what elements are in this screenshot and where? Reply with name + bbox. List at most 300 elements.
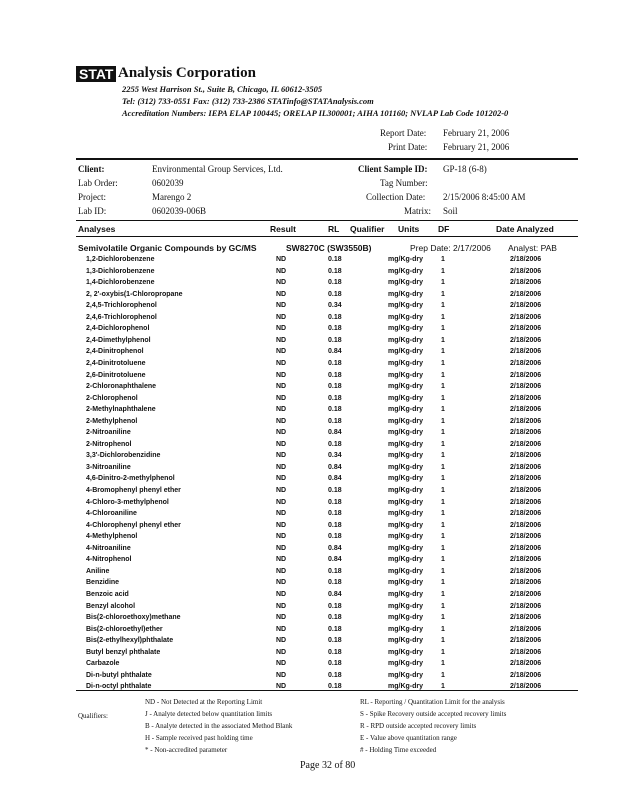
result-value: ND bbox=[276, 487, 287, 494]
rl-value: 0.18 bbox=[328, 579, 342, 587]
df-value: 1 bbox=[441, 533, 445, 541]
rl-value: 0.18 bbox=[328, 625, 342, 633]
analyte-name: 1,2-Dichlorobenzene bbox=[86, 256, 155, 263]
lab-id-value: 0602039-006B bbox=[152, 206, 206, 216]
analyte-name: 2-Nitrophenol bbox=[86, 440, 132, 448]
rl-value: 0.18 bbox=[328, 487, 342, 494]
result-value: ND bbox=[276, 429, 287, 437]
collection-date-value: 2/15/2006 8:45:00 AM bbox=[443, 192, 526, 202]
result-value: ND bbox=[276, 533, 287, 541]
date-analyzed-value: 2/18/2006 bbox=[510, 487, 542, 494]
df-value: 1 bbox=[441, 440, 445, 448]
col-rl: RL bbox=[328, 224, 340, 234]
table-row bbox=[0, 325, 644, 336]
table-row bbox=[0, 348, 644, 359]
rl-value: 0.18 bbox=[328, 660, 342, 668]
result-value: ND bbox=[276, 371, 287, 379]
date-analyzed-value: 2/18/2006 bbox=[510, 313, 542, 321]
units-value: mg/Kg-dry bbox=[388, 683, 423, 691]
rl-value: 0.18 bbox=[328, 267, 342, 275]
date-analyzed-value: 2/18/2006 bbox=[510, 567, 542, 575]
result-value: ND bbox=[276, 602, 287, 610]
date-analyzed-value: 2/18/2006 bbox=[510, 383, 542, 391]
qualifiers-label: Qualifiers: bbox=[78, 712, 108, 720]
rl-value: 0.18 bbox=[328, 371, 342, 379]
rl-value: 0.34 bbox=[328, 302, 342, 310]
result-value: ND bbox=[276, 406, 287, 414]
result-value: ND bbox=[276, 394, 287, 402]
df-value: 1 bbox=[441, 671, 445, 679]
result-value: ND bbox=[276, 683, 287, 691]
table-row bbox=[0, 441, 644, 452]
result-value: ND bbox=[276, 671, 287, 679]
units-value: mg/Kg-dry bbox=[388, 406, 423, 414]
rl-value: 0.84 bbox=[328, 429, 342, 437]
table-row bbox=[0, 279, 644, 290]
analyte-name: 4-Chloroaniline bbox=[86, 510, 137, 518]
result-value: ND bbox=[276, 417, 287, 425]
date-analyzed-value: 2/18/2006 bbox=[510, 683, 542, 691]
date-analyzed-value: 2/18/2006 bbox=[510, 614, 542, 622]
qualifier-note: # - Holding Time exceeded bbox=[360, 746, 437, 754]
rl-value: 0.18 bbox=[328, 498, 342, 506]
rl-value: 0.18 bbox=[328, 406, 342, 414]
units-value: mg/Kg-dry bbox=[388, 302, 423, 310]
date-analyzed-value: 2/18/2006 bbox=[510, 463, 542, 471]
date-analyzed-value: 2/18/2006 bbox=[510, 290, 542, 298]
result-value: ND bbox=[276, 556, 287, 564]
df-value: 1 bbox=[441, 267, 445, 275]
units-value: mg/Kg-dry bbox=[388, 637, 423, 645]
section-method: SW8270C (SW3550B) bbox=[286, 243, 372, 253]
rl-value: 0.18 bbox=[328, 521, 342, 529]
rl-value: 0.18 bbox=[328, 614, 342, 622]
client-value: Environmental Group Services, Ltd. bbox=[152, 164, 283, 174]
analyte-name: 2,4,5-Trichlorophenol bbox=[86, 302, 157, 310]
analyte-name: 2,4-Dimethylphenol bbox=[86, 336, 151, 344]
date-analyzed-value: 2/18/2006 bbox=[510, 590, 542, 598]
units-value: mg/Kg-dry bbox=[388, 279, 423, 287]
qualifier-note: E - Value above quantitation range bbox=[360, 734, 457, 742]
result-value: ND bbox=[276, 463, 287, 471]
date-analyzed-value: 2/18/2006 bbox=[510, 556, 542, 564]
client-sample-id-value: GP-18 (6-8) bbox=[443, 164, 487, 174]
date-analyzed-value: 2/18/2006 bbox=[510, 440, 542, 448]
table-row bbox=[0, 568, 644, 579]
units-value: mg/Kg-dry bbox=[388, 336, 423, 344]
date-analyzed-value: 2/18/2006 bbox=[510, 359, 542, 367]
divider bbox=[76, 220, 578, 221]
result-value: ND bbox=[276, 475, 287, 483]
project-value: Marengo 2 bbox=[152, 192, 192, 202]
rl-value: 0.18 bbox=[328, 279, 342, 287]
units-value: mg/Kg-dry bbox=[388, 394, 423, 402]
units-value: mg/Kg-dry bbox=[388, 533, 423, 541]
df-value: 1 bbox=[441, 279, 445, 287]
analyte-name: 2, 2'-oxybis(1-Chloropropane bbox=[86, 290, 183, 298]
date-analyzed-value: 2/18/2006 bbox=[510, 394, 542, 402]
units-value: mg/Kg-dry bbox=[388, 371, 423, 379]
df-value: 1 bbox=[441, 683, 445, 691]
df-value: 1 bbox=[441, 406, 445, 414]
df-value: 1 bbox=[441, 394, 445, 402]
table-row bbox=[0, 637, 644, 648]
df-value: 1 bbox=[441, 521, 445, 529]
lab-id-label: Lab ID: bbox=[78, 206, 107, 216]
rl-value: 0.18 bbox=[328, 683, 342, 691]
rl-value: 0.18 bbox=[328, 417, 342, 425]
df-value: 1 bbox=[441, 648, 445, 656]
section-prep-date: Prep Date: 2/17/2006 bbox=[410, 243, 491, 253]
date-analyzed-value: 2/18/2006 bbox=[510, 475, 542, 483]
result-value: ND bbox=[276, 336, 287, 344]
table-row bbox=[0, 268, 644, 279]
units-value: mg/Kg-dry bbox=[388, 625, 423, 633]
analyte-name: 1,3-Dichlorobenzene bbox=[86, 267, 155, 275]
analyte-name: 2-Methylphenol bbox=[86, 417, 138, 425]
units-value: mg/Kg-dry bbox=[388, 290, 423, 298]
table-row bbox=[0, 672, 644, 683]
col-analyses: Analyses bbox=[78, 224, 116, 234]
df-value: 1 bbox=[441, 602, 445, 610]
units-value: mg/Kg-dry bbox=[388, 498, 423, 506]
df-value: 1 bbox=[441, 544, 445, 552]
df-value: 1 bbox=[441, 579, 445, 587]
result-value: ND bbox=[276, 567, 287, 575]
accreditation-numbers: Accreditation Numbers: IEPA ELAP 100445; ORELAP IL300001; AIHA 101160; NVLAP Lab Code 101202-0 bbox=[122, 108, 509, 118]
date-analyzed-value: 2/18/2006 bbox=[510, 348, 542, 356]
result-value: ND bbox=[276, 521, 287, 529]
table-row bbox=[0, 383, 644, 394]
analyte-name: Bis(2-chloroethyl)ether bbox=[86, 625, 163, 633]
result-value: ND bbox=[276, 359, 287, 367]
analyte-name: Benzoic acid bbox=[86, 590, 129, 598]
units-value: mg/Kg-dry bbox=[388, 325, 423, 333]
divider bbox=[76, 690, 578, 691]
lab-order-label: Lab Order: bbox=[78, 178, 118, 188]
rl-value: 0.84 bbox=[328, 348, 342, 356]
analyte-name: 4-Bromophenyl phenyl ether bbox=[86, 487, 181, 494]
df-value: 1 bbox=[441, 660, 445, 668]
analyte-name: 2,4-Dinitrotoluene bbox=[86, 359, 146, 367]
analyte-name: Di-n-butyl phthalate bbox=[86, 671, 152, 679]
analyte-name: 2,4-Dichlorophenol bbox=[86, 325, 150, 333]
date-analyzed-value: 2/18/2006 bbox=[510, 544, 542, 552]
analyte-name: 2-Nitroaniline bbox=[86, 429, 131, 437]
units-value: mg/Kg-dry bbox=[388, 614, 423, 622]
result-value: ND bbox=[276, 302, 287, 310]
analyte-name: 4-Nitroaniline bbox=[86, 544, 131, 552]
date-analyzed-value: 2/18/2006 bbox=[510, 671, 542, 679]
table-row bbox=[0, 603, 644, 614]
df-value: 1 bbox=[441, 256, 445, 263]
analyte-name: 4,6-Dinitro-2-methylphenol bbox=[86, 475, 175, 483]
section-analyst: Analyst: PAB bbox=[508, 243, 557, 253]
date-analyzed-value: 2/18/2006 bbox=[510, 325, 542, 333]
date-analyzed-value: 2/18/2006 bbox=[510, 406, 542, 414]
df-value: 1 bbox=[441, 429, 445, 437]
units-value: mg/Kg-dry bbox=[388, 648, 423, 656]
rl-value: 0.18 bbox=[328, 313, 342, 321]
analyte-name: 2-Chloronaphthalene bbox=[86, 383, 157, 391]
table-row bbox=[0, 314, 644, 325]
table-row bbox=[0, 579, 644, 590]
col-df: DF bbox=[438, 224, 450, 234]
table-row bbox=[0, 302, 644, 313]
units-value: mg/Kg-dry bbox=[388, 510, 423, 518]
divider bbox=[76, 158, 578, 160]
divider bbox=[76, 236, 578, 237]
df-value: 1 bbox=[441, 463, 445, 471]
result-value: ND bbox=[276, 440, 287, 448]
date-analyzed-value: 2/18/2006 bbox=[510, 498, 542, 506]
rl-value: 0.18 bbox=[328, 336, 342, 344]
tag-number-label: Tag Number: bbox=[380, 178, 428, 188]
rl-value: 0.18 bbox=[328, 671, 342, 679]
rl-value: 0.18 bbox=[328, 290, 342, 298]
table-row bbox=[0, 418, 644, 429]
qualifier-note: R - RPD outside accepted recovery limits bbox=[360, 722, 477, 730]
date-analyzed-value: 2/18/2006 bbox=[510, 336, 542, 344]
date-analyzed-value: 2/18/2006 bbox=[510, 602, 542, 610]
date-analyzed-value: 2/18/2006 bbox=[510, 660, 542, 668]
result-value: ND bbox=[276, 383, 287, 391]
analyte-name: Aniline bbox=[86, 567, 110, 575]
rl-value: 0.18 bbox=[328, 394, 342, 402]
units-value: mg/Kg-dry bbox=[388, 440, 423, 448]
project-label: Project: bbox=[78, 192, 106, 202]
df-value: 1 bbox=[441, 383, 445, 391]
units-value: mg/Kg-dry bbox=[388, 429, 423, 437]
matrix-value: Soil bbox=[443, 206, 458, 216]
df-value: 1 bbox=[441, 556, 445, 564]
units-value: mg/Kg-dry bbox=[388, 417, 423, 425]
df-value: 1 bbox=[441, 567, 445, 575]
rl-value: 0.18 bbox=[328, 533, 342, 541]
analyte-name: 2,4-Dinitrophenol bbox=[86, 348, 144, 356]
units-value: mg/Kg-dry bbox=[388, 256, 423, 263]
analyte-name: 2-Chlorophenol bbox=[86, 394, 138, 402]
company-contact: Tel: (312) 733-0551 Fax: (312) 733-2386 STATinfo@STATAnalysis.com bbox=[122, 96, 374, 106]
table-row bbox=[0, 487, 644, 498]
rl-value: 0.34 bbox=[328, 452, 342, 460]
df-value: 1 bbox=[441, 452, 445, 460]
result-value: ND bbox=[276, 590, 287, 598]
table-row bbox=[0, 337, 644, 348]
table-row bbox=[0, 429, 644, 440]
table-row bbox=[0, 533, 644, 544]
units-value: mg/Kg-dry bbox=[388, 487, 423, 494]
analyte-name: Bis(2-ethylhexyl)phthalate bbox=[86, 637, 174, 645]
df-value: 1 bbox=[441, 417, 445, 425]
units-value: mg/Kg-dry bbox=[388, 521, 423, 529]
analyte-name: Butyl benzyl phthalate bbox=[86, 648, 161, 656]
result-value: ND bbox=[276, 625, 287, 633]
units-value: mg/Kg-dry bbox=[388, 452, 423, 460]
rl-value: 0.18 bbox=[328, 383, 342, 391]
table-row bbox=[0, 256, 644, 267]
rl-value: 0.18 bbox=[328, 648, 342, 656]
date-analyzed-value: 2/18/2006 bbox=[510, 267, 542, 275]
stat-logo: STAT bbox=[76, 66, 116, 82]
client-label: Client: bbox=[78, 164, 105, 174]
df-value: 1 bbox=[441, 487, 445, 494]
result-value: ND bbox=[276, 510, 287, 518]
units-value: mg/Kg-dry bbox=[388, 602, 423, 610]
units-value: mg/Kg-dry bbox=[388, 475, 423, 483]
table-row bbox=[0, 452, 644, 463]
result-value: ND bbox=[276, 614, 287, 622]
analyte-name: 3,3'-Dichlorobenzidine bbox=[86, 452, 161, 460]
result-value: ND bbox=[276, 648, 287, 656]
result-value: ND bbox=[276, 256, 287, 263]
analyte-name: 2-Methylnaphthalene bbox=[86, 406, 156, 414]
qualifier-note: * - Non-accredited parameter bbox=[145, 746, 228, 754]
section-title: Semivolatile Organic Compounds by GC/MS bbox=[78, 243, 257, 253]
analyte-name: 4-Nitrophenol bbox=[86, 556, 132, 564]
table-row bbox=[0, 626, 644, 637]
date-analyzed-value: 2/18/2006 bbox=[510, 371, 542, 379]
table-row bbox=[0, 372, 644, 383]
df-value: 1 bbox=[441, 590, 445, 598]
report-date-value: February 21, 2006 bbox=[443, 128, 510, 138]
date-analyzed-value: 2/18/2006 bbox=[510, 302, 542, 310]
rl-value: 0.84 bbox=[328, 544, 342, 552]
analyte-name: 4-Methylphenol bbox=[86, 533, 138, 541]
collection-date-label: Collection Date: bbox=[366, 192, 426, 202]
rl-value: 0.18 bbox=[328, 359, 342, 367]
df-value: 1 bbox=[441, 348, 445, 356]
df-value: 1 bbox=[441, 313, 445, 321]
analyte-name: 2,6-Dinitrotoluene bbox=[86, 371, 146, 379]
analyte-name: 2,4,6-Trichlorophenol bbox=[86, 313, 157, 321]
qualifier-note: S - Spike Recovery outside accepted recovery limits bbox=[360, 710, 507, 718]
rl-value: 0.18 bbox=[328, 567, 342, 575]
table-row bbox=[0, 406, 644, 417]
rl-value: 0.84 bbox=[328, 556, 342, 564]
units-value: mg/Kg-dry bbox=[388, 556, 423, 564]
analyte-name: Di-n-octyl phthalate bbox=[86, 683, 152, 691]
analyte-name: Benzidine bbox=[86, 579, 120, 587]
analyte-name: Benzyl alcohol bbox=[86, 602, 136, 610]
result-value: ND bbox=[276, 452, 287, 460]
table-row bbox=[0, 510, 644, 521]
qualifier-note: RL - Reporting / Quantitation Limit for the analysis bbox=[360, 698, 505, 706]
company-address: 2255 West Harrison St., Suite B, Chicago, IL 60612-3505 bbox=[122, 84, 323, 94]
df-value: 1 bbox=[441, 614, 445, 622]
date-analyzed-value: 2/18/2006 bbox=[510, 256, 542, 263]
result-value: ND bbox=[276, 637, 287, 645]
date-analyzed-value: 2/18/2006 bbox=[510, 533, 542, 541]
df-value: 1 bbox=[441, 498, 445, 506]
df-value: 1 bbox=[441, 475, 445, 483]
col-date-analyzed: Date Analyzed bbox=[496, 224, 554, 234]
rl-value: 0.84 bbox=[328, 463, 342, 471]
units-value: mg/Kg-dry bbox=[388, 579, 423, 587]
col-qualifier: Qualifier bbox=[350, 224, 385, 234]
rl-value: 0.18 bbox=[328, 325, 342, 333]
rl-value: 0.84 bbox=[328, 475, 342, 483]
date-analyzed-value: 2/18/2006 bbox=[510, 625, 542, 633]
client-sample-id-label: Client Sample ID: bbox=[358, 164, 428, 174]
df-value: 1 bbox=[441, 290, 445, 298]
col-units: Units bbox=[398, 224, 420, 234]
page-number: Page 32 of 80 bbox=[300, 760, 356, 771]
date-analyzed-value: 2/18/2006 bbox=[510, 279, 542, 287]
date-analyzed-value: 2/18/2006 bbox=[510, 637, 542, 645]
table-row bbox=[0, 360, 644, 371]
lab-order-value: 0602039 bbox=[152, 178, 184, 188]
table-row bbox=[0, 522, 644, 533]
qualifier-note: J - Analyte detected below quantitation limits bbox=[145, 710, 273, 718]
date-analyzed-value: 2/18/2006 bbox=[510, 417, 542, 425]
date-analyzed-value: 2/18/2006 bbox=[510, 648, 542, 656]
date-analyzed-value: 2/18/2006 bbox=[510, 429, 542, 437]
table-row bbox=[0, 499, 644, 510]
analyte-name: 4-Chloro-3-methylphenol bbox=[86, 498, 169, 506]
qualifier-note: ND - Not Detected at the Reporting Limit bbox=[145, 698, 263, 706]
qualifier-note: B - Analyte detected in the associated Method Blank bbox=[145, 722, 293, 730]
print-date-value: February 21, 2006 bbox=[443, 142, 510, 152]
result-value: ND bbox=[276, 313, 287, 321]
units-value: mg/Kg-dry bbox=[388, 267, 423, 275]
df-value: 1 bbox=[441, 637, 445, 645]
result-value: ND bbox=[276, 544, 287, 552]
result-value: ND bbox=[276, 325, 287, 333]
qualifier-note: H - Sample received past holding time bbox=[145, 734, 253, 742]
result-value: ND bbox=[276, 579, 287, 587]
date-analyzed-value: 2/18/2006 bbox=[510, 579, 542, 587]
units-value: mg/Kg-dry bbox=[388, 359, 423, 367]
df-value: 1 bbox=[441, 510, 445, 518]
result-value: ND bbox=[276, 498, 287, 506]
table-row bbox=[0, 464, 644, 475]
table-row bbox=[0, 395, 644, 406]
rl-value: 0.18 bbox=[328, 510, 342, 518]
analyte-name: 4-Chlorophenyl phenyl ether bbox=[86, 521, 181, 529]
units-value: mg/Kg-dry bbox=[388, 383, 423, 391]
analyte-name: Bis(2-chloroethoxy)methane bbox=[86, 614, 181, 622]
units-value: mg/Kg-dry bbox=[388, 671, 423, 679]
units-value: mg/Kg-dry bbox=[388, 313, 423, 321]
units-value: mg/Kg-dry bbox=[388, 544, 423, 552]
rl-value: 0.18 bbox=[328, 637, 342, 645]
table-row bbox=[0, 556, 644, 567]
date-analyzed-value: 2/18/2006 bbox=[510, 452, 542, 460]
table-row bbox=[0, 683, 644, 694]
table-row bbox=[0, 475, 644, 486]
result-value: ND bbox=[276, 660, 287, 668]
date-analyzed-value: 2/18/2006 bbox=[510, 521, 542, 529]
report-date-label: Report Date: bbox=[380, 128, 427, 138]
analyte-name: 1,4-Dichlorobenzene bbox=[86, 279, 155, 287]
result-value: ND bbox=[276, 267, 287, 275]
df-value: 1 bbox=[441, 325, 445, 333]
table-row bbox=[0, 291, 644, 302]
df-value: 1 bbox=[441, 625, 445, 633]
df-value: 1 bbox=[441, 336, 445, 344]
col-result: Result bbox=[270, 224, 296, 234]
rl-value: 0.18 bbox=[328, 440, 342, 448]
date-analyzed-value: 2/18/2006 bbox=[510, 510, 542, 518]
df-value: 1 bbox=[441, 371, 445, 379]
matrix-label: Matrix: bbox=[404, 206, 431, 216]
units-value: mg/Kg-dry bbox=[388, 567, 423, 575]
result-value: ND bbox=[276, 290, 287, 298]
table-row bbox=[0, 614, 644, 625]
analyte-name: 3-Nitroaniline bbox=[86, 463, 131, 471]
table-row bbox=[0, 591, 644, 602]
